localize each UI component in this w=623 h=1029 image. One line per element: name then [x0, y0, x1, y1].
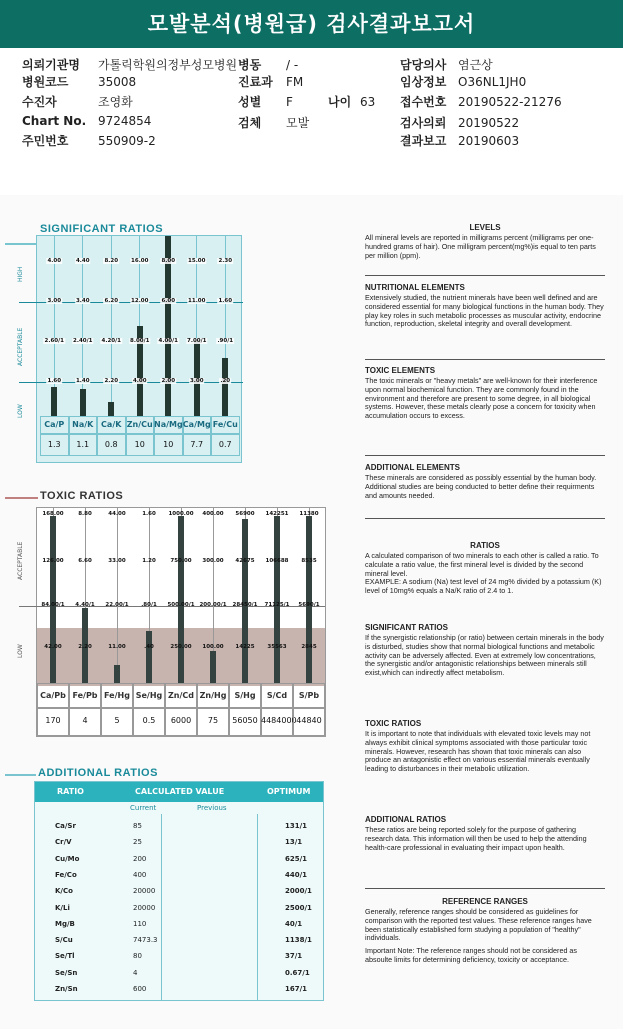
nutritional-section	[365, 283, 605, 329]
ratio-name: Zn/Cd	[167, 691, 194, 700]
additional-ratios-info	[365, 815, 605, 852]
header-field	[400, 56, 493, 73]
zone-label: LOW	[17, 404, 24, 418]
table-row	[35, 885, 323, 899]
tick-label: 4.00	[132, 378, 147, 384]
header-field	[22, 73, 136, 90]
tick-label: 15.00	[188, 258, 206, 264]
ratio-name: Zn/Hg	[199, 691, 227, 700]
header-field	[22, 114, 151, 128]
nutritional-text: Extensively studied, the nutrient minerals have been well defined and are considered essential for many biological functions in the human body. They play key roles in such metabolic processes as muscular activity, endocrine function, reproduction, skeletal integrity and overall development.	[365, 293, 604, 329]
toxic-elements-text: The toxic minerals or "heavy metals" are well-known for their interference upon normal biochemical function. They are commonly found in the environment and therefore are present to some degree, in all biological systems. However, these metals clearly pose a concern for toxicity when accumulation occurs to excess.	[365, 376, 598, 421]
ratio-value: 44840	[296, 716, 322, 725]
field-value: 20190522	[458, 116, 520, 130]
additional-elements-section	[365, 463, 605, 500]
additional-ratios-text: These ratios are being reported solely for the purpose of gathering research data. This information will then be used to help the attending health-care professional in evaluating their impact upon health.	[365, 825, 587, 852]
current-value: 110	[133, 919, 147, 928]
optimum-value: 37/1	[285, 952, 303, 961]
tick-label: 8.00/1	[130, 338, 150, 344]
tick-label: 4.00	[47, 258, 62, 264]
header-field	[238, 73, 303, 90]
levels-heading: LEVELS	[469, 223, 501, 232]
header-field	[400, 93, 562, 110]
ratio-name: Ca/K	[101, 420, 122, 429]
ratio-value: 56050	[232, 716, 258, 725]
field-value: O36NL1JH0	[458, 75, 527, 89]
tick-label: 3.00	[189, 378, 204, 384]
tick-label: 8.00	[161, 258, 176, 264]
tick-label: .80/1	[141, 602, 157, 608]
additional-elements-text: These minerals are considered as possibly essential by the human body. Additional studies are being conducted to better define their requirments and amounts needed.	[365, 473, 597, 500]
tick-label: 1000.00	[168, 511, 194, 517]
ratio-name: Ca/Mg	[182, 420, 211, 429]
tick-label: 3.00	[47, 298, 62, 304]
toxic-ratios-heading: TOXIC RATIOS	[365, 719, 422, 728]
table-row	[35, 820, 323, 834]
ratio-bar	[210, 651, 216, 683]
tick-label: 42675	[235, 558, 255, 564]
section-rule	[365, 888, 605, 889]
ratio-name: Ca/P	[44, 420, 65, 429]
tick-label: 8.20	[104, 258, 119, 264]
current-value: 20000	[133, 903, 156, 912]
tick-label: 11.00	[108, 644, 126, 650]
tick-label: 2.30	[218, 258, 233, 264]
ratio-bar	[108, 402, 114, 416]
current-value: 400	[133, 870, 147, 879]
tick-label: 4.00/1	[158, 338, 178, 344]
table-row	[35, 853, 323, 867]
col-previous: Previous	[197, 804, 227, 812]
tick-label: 84.00/1	[41, 602, 65, 608]
section-rule	[365, 275, 605, 276]
tick-label: 35563	[267, 644, 287, 650]
ratios-example: EXAMPLE: A sodium (Na) test level of 24 mg% divided by a potassium (K) level of 10mg% equals a Na/K ratio of 2.4 to 1.	[365, 577, 602, 596]
tick-label: 5690/1	[298, 602, 320, 608]
tick-label: 7.00/1	[187, 338, 207, 344]
tick-label: 28450/1	[232, 602, 258, 608]
additional-ratios-heading: ADDITIONAL RATIOS	[365, 815, 447, 824]
tick-label: 6.20	[104, 298, 119, 304]
field-label: 진료과	[238, 75, 273, 89]
tick-label: 106688	[265, 558, 289, 564]
reference-ranges-note: Important Note: The reference ranges should not be considered as absoulte limits for determining deficiency, toxicity or acceptance.	[365, 946, 578, 964]
field-value: FM	[286, 75, 304, 89]
current-value: 85	[133, 822, 142, 830]
field-value: 20190522-21276	[458, 95, 562, 109]
optimum-value: 13/1	[285, 838, 303, 847]
ratio-bar	[80, 389, 86, 416]
tick-label: 56900	[235, 511, 255, 517]
field-value: 가톨릭학원의정부성모병원	[98, 58, 238, 72]
table-row	[35, 950, 323, 964]
ratio-name: Na/Mg	[154, 420, 183, 429]
field-label: 결과보고	[400, 134, 447, 148]
patient-info	[0, 52, 623, 162]
reference-ranges-heading: REFERENCE RANGES	[442, 897, 528, 906]
optimum-value: 167/1	[285, 985, 308, 993]
ratio-bar	[222, 358, 228, 416]
current-value: 600	[133, 985, 147, 993]
ratio-bar	[146, 631, 152, 683]
ratio-value: 4	[82, 716, 88, 725]
optimum-value: 2500/1	[285, 903, 312, 912]
tick-label: 44.00	[108, 511, 126, 517]
current-value: 200	[133, 854, 147, 863]
tick-label: 4.40/1	[75, 602, 95, 608]
toxic-elements-section	[365, 366, 605, 421]
ratio-name: Fe/Hg	[104, 691, 130, 700]
tick-label: 33.00	[108, 558, 126, 564]
optimum-value: 440/1	[285, 870, 308, 879]
section-rule	[365, 518, 605, 519]
additional-ratios-title: ADDITIONAL RATIOS	[38, 767, 158, 779]
optimum-value: 1138/1	[285, 936, 312, 945]
field-value: 염근상	[458, 58, 493, 72]
tick-label: 2845	[301, 644, 317, 650]
tick-label: 71125/1	[264, 602, 290, 608]
ratio-value: 0.8	[104, 440, 118, 449]
col-calculated-value: CALCULATED VALUE	[135, 787, 225, 796]
header-field	[238, 93, 293, 110]
field-label: 검체	[238, 116, 262, 130]
significant-ratios-heading: SIGNIFICANT RATIOS	[365, 623, 448, 632]
tick-label: 42.00	[44, 644, 62, 650]
report-title: 모발분석(병원급) 검사결과보고서	[0, 0, 623, 48]
current-value: 25	[133, 838, 142, 847]
tick-label: 2.00	[161, 378, 176, 384]
table-row	[35, 967, 323, 981]
header-field	[400, 114, 519, 131]
ratio-name: Fe/Cu	[212, 420, 238, 429]
reference-ranges-section	[365, 897, 605, 965]
field-label: 나이	[328, 95, 352, 109]
toxic-ratios-info	[365, 719, 605, 774]
significant-ratios-panel	[17, 235, 242, 463]
field-label: 담당의사	[400, 58, 447, 72]
toxic-ratios-panel	[17, 507, 326, 737]
section-rule	[365, 455, 605, 456]
zone-label: LOW	[17, 644, 24, 658]
ratio-name: Se/Hg	[135, 691, 163, 700]
additional-ratios-header	[35, 782, 323, 802]
tick-label: 2.40/1	[73, 338, 93, 344]
zone-label: ACCEPTABLE	[17, 327, 24, 366]
ratio-bar	[50, 516, 56, 683]
tick-label: 200.00/1	[199, 602, 227, 608]
ratio-value: 170	[45, 716, 61, 725]
zone-label: ACCEPTABLE	[17, 541, 24, 580]
current-value: 80	[133, 952, 142, 961]
ratio-name: S/Cd	[266, 691, 288, 700]
optimum-value: 625/1	[285, 854, 308, 863]
field-label: 병동	[238, 58, 262, 72]
ratio-name: Ca/Pb	[40, 691, 66, 700]
field-label: 병원코드	[22, 75, 69, 89]
field-label: 의뢰기관명	[22, 58, 80, 72]
field-value: 63	[360, 95, 376, 109]
tick-label: 300.00	[202, 558, 224, 564]
tick-label: 11380	[299, 511, 319, 517]
tick-label: 126.00	[42, 558, 64, 564]
tick-label: 12.00	[131, 298, 149, 304]
field-value: / -	[286, 58, 299, 72]
header-field	[400, 132, 519, 149]
tick-label: .90/1	[217, 338, 234, 344]
tick-label: 6.60	[78, 558, 92, 564]
header-field	[400, 73, 526, 90]
tick-label: 500.00/1	[167, 602, 195, 608]
section-rule	[365, 359, 605, 360]
tick-label: 22.00/1	[105, 602, 129, 608]
tick-label: 8.80	[78, 511, 92, 517]
field-value: 조영화	[98, 95, 133, 109]
tick-label: 4.40	[75, 258, 90, 264]
header-field	[328, 93, 375, 110]
ratio-bar	[274, 516, 280, 683]
tick-label: 6.00	[161, 298, 176, 304]
tick-label: 11.00	[188, 298, 206, 304]
tick-label: 2.20	[78, 644, 92, 650]
tick-label: 1.60	[47, 378, 62, 384]
ratio-value: 0.7	[218, 440, 232, 449]
tick-label: 1.40	[75, 378, 90, 384]
ratio-name: K/Co	[55, 887, 73, 896]
optimum-value: 131/1	[285, 822, 308, 830]
ratio-value: 4484000	[261, 716, 297, 725]
field-label: 임상정보	[400, 75, 447, 89]
levels-section	[365, 223, 605, 260]
ratio-value: 75	[207, 716, 219, 725]
ratio-bar	[114, 665, 120, 683]
table-row	[35, 934, 323, 948]
toxic-ratios-title: TOXIC RATIOS	[40, 490, 124, 502]
tick-label: 2.20	[104, 378, 119, 384]
ratio-bar	[306, 516, 312, 683]
tick-label: 1.60	[218, 298, 233, 304]
ratio-name: S/Hg	[234, 691, 256, 700]
header-field	[22, 93, 133, 110]
nutritional-heading: NUTRITIONAL ELEMENTS	[365, 283, 465, 292]
additional-ratios-panel	[34, 781, 324, 1001]
field-label: 주민번호	[22, 134, 69, 148]
ratio-value: 7.7	[190, 440, 204, 449]
tick-label: 16.00	[131, 258, 149, 264]
zone-label: HIGH	[17, 266, 24, 282]
ratio-name: Se/Tl	[55, 952, 75, 961]
ratio-name: Cu/Mo	[55, 854, 80, 863]
levels-text: All mineral levels are reported in milligrams percent (milligrams per one-hundred grams of hair). One milligram percent(mg%)is equal to ten parts per million (ppm).	[365, 233, 596, 260]
optimum-value: 40/1	[285, 919, 303, 928]
ratio-value: 1.1	[76, 440, 90, 449]
reference-ranges-text: Generally, reference ranges should be considered as guidelines for comparison with the reported test values. These reference ranges have been statistically established form studying a population of "healthy" individuals.	[365, 907, 592, 943]
field-value: 모발	[286, 116, 310, 130]
significant-ratios-title: SIGNIFICANT RATIOS	[40, 223, 164, 235]
field-value: 9724854	[98, 114, 152, 128]
col-optimum: OPTIMUM	[267, 787, 311, 796]
current-value: 7473.3	[133, 936, 158, 945]
tick-label: 3.40	[75, 298, 90, 304]
tick-label: 400.00	[202, 511, 224, 517]
ratio-value: 1.3	[47, 440, 61, 449]
ratio-name: Se/Sn	[55, 968, 78, 977]
field-label: Chart No.	[22, 114, 87, 128]
tick-label: 14225	[235, 644, 255, 650]
optimum-value: 0.67/1	[285, 968, 310, 977]
col-current: Current	[130, 804, 157, 812]
ratio-name: Ca/Sr	[55, 822, 76, 830]
table-row	[35, 902, 323, 916]
additional-ratios-table	[0, 765, 350, 1029]
tick-label: 4.20/1	[101, 338, 121, 344]
field-value: F	[286, 95, 293, 109]
ratio-name: Zn/Cu	[126, 420, 153, 429]
ratio-value: 10	[134, 440, 145, 449]
ratios-section	[365, 541, 605, 596]
col-ratio: RATIO	[57, 787, 84, 796]
table-row	[35, 918, 323, 932]
ratio-bar	[178, 516, 184, 683]
tick-label: 8535	[301, 558, 317, 564]
ratios-heading: RATIOS	[470, 541, 500, 550]
ratio-value: 5	[114, 716, 120, 725]
ratios-text: A calculated comparison of two minerals to each other is called a ratio. To calculate a ratio value, the first mineral level is divided by the second mineral level.	[365, 551, 599, 578]
toxic-ratios-text: It is important to note that individuals with elevated toxic levels may not always exhibit clinical symptoms associated with those particular toxic minerals. However, research has shown that toxic minerals can also produce an antagonistic effect on various essential minerals eventually leading to disturbances in their metabolic utilization.	[365, 729, 591, 774]
ratio-value: 6000	[170, 716, 192, 725]
header-field	[238, 56, 298, 73]
toxic-ratios-chart	[0, 485, 350, 765]
ratio-name: S/Pb	[298, 691, 320, 700]
ratio-name: K/Li	[55, 903, 70, 912]
current-value: 20000	[133, 887, 156, 896]
header-field	[22, 132, 156, 149]
tick-label: 100.00	[202, 644, 224, 650]
tick-label: .20	[220, 378, 231, 384]
tick-label: 1.60	[142, 511, 156, 517]
field-value: 550909-2	[98, 134, 156, 148]
additional-elements-heading: ADDITIONAL ELEMENTS	[365, 463, 460, 472]
toxic-elements-heading: TOXIC ELEMENTS	[365, 366, 436, 375]
ratio-name: Zn/Sn	[55, 985, 78, 993]
field-label: 성별	[238, 95, 262, 109]
optimum-value: 2000/1	[285, 887, 312, 896]
current-value: 4	[133, 968, 138, 977]
field-label: 검사의뢰	[400, 116, 447, 130]
field-label: 접수번호	[400, 95, 447, 109]
ratio-name: Fe/Co	[55, 870, 77, 879]
tick-label: 2.60/1	[44, 338, 64, 344]
tick-label: 142251	[265, 511, 289, 517]
significant-ratios-text: If the synergistic relationship (or ratio) between certain minerals in the body is disturbed, studies show that normal biological functions and metabolic activity can be adversely affected. Even at extremely low concentrations, the synergistic and/or antagonistic relationships between minerals still exist,which can indirectly affect metabolism.	[365, 633, 604, 678]
tick-label: 168.00	[42, 511, 64, 517]
report-sheet	[0, 195, 623, 1029]
significant-ratios-info	[365, 623, 605, 678]
ratio-name: Mg/B	[55, 919, 75, 928]
ratio-name: S/Cu	[55, 936, 73, 945]
column-line	[117, 508, 118, 683]
header-field	[22, 56, 237, 73]
ratio-bar	[51, 387, 57, 416]
significant-ratios-chart	[0, 223, 350, 493]
ratio-name: Na/K	[72, 420, 94, 429]
ratio-name: Cr/V	[55, 838, 72, 847]
ratio-name: Fe/Pb	[72, 691, 98, 700]
table-row	[35, 836, 323, 850]
field-value: 35008	[98, 75, 137, 89]
field-value: 20190603	[458, 134, 520, 148]
tick-label: 750.00	[170, 558, 192, 564]
tick-label: .40	[144, 644, 154, 650]
ratio-value: 0.5	[142, 716, 156, 725]
table-row	[35, 869, 323, 883]
tick-label: 1.20	[142, 558, 156, 564]
ratio-value: 10	[163, 440, 174, 449]
header-field	[238, 114, 309, 131]
tick-label: 250.00	[170, 644, 192, 650]
table-row	[35, 983, 323, 997]
field-label: 수진자	[22, 95, 57, 109]
